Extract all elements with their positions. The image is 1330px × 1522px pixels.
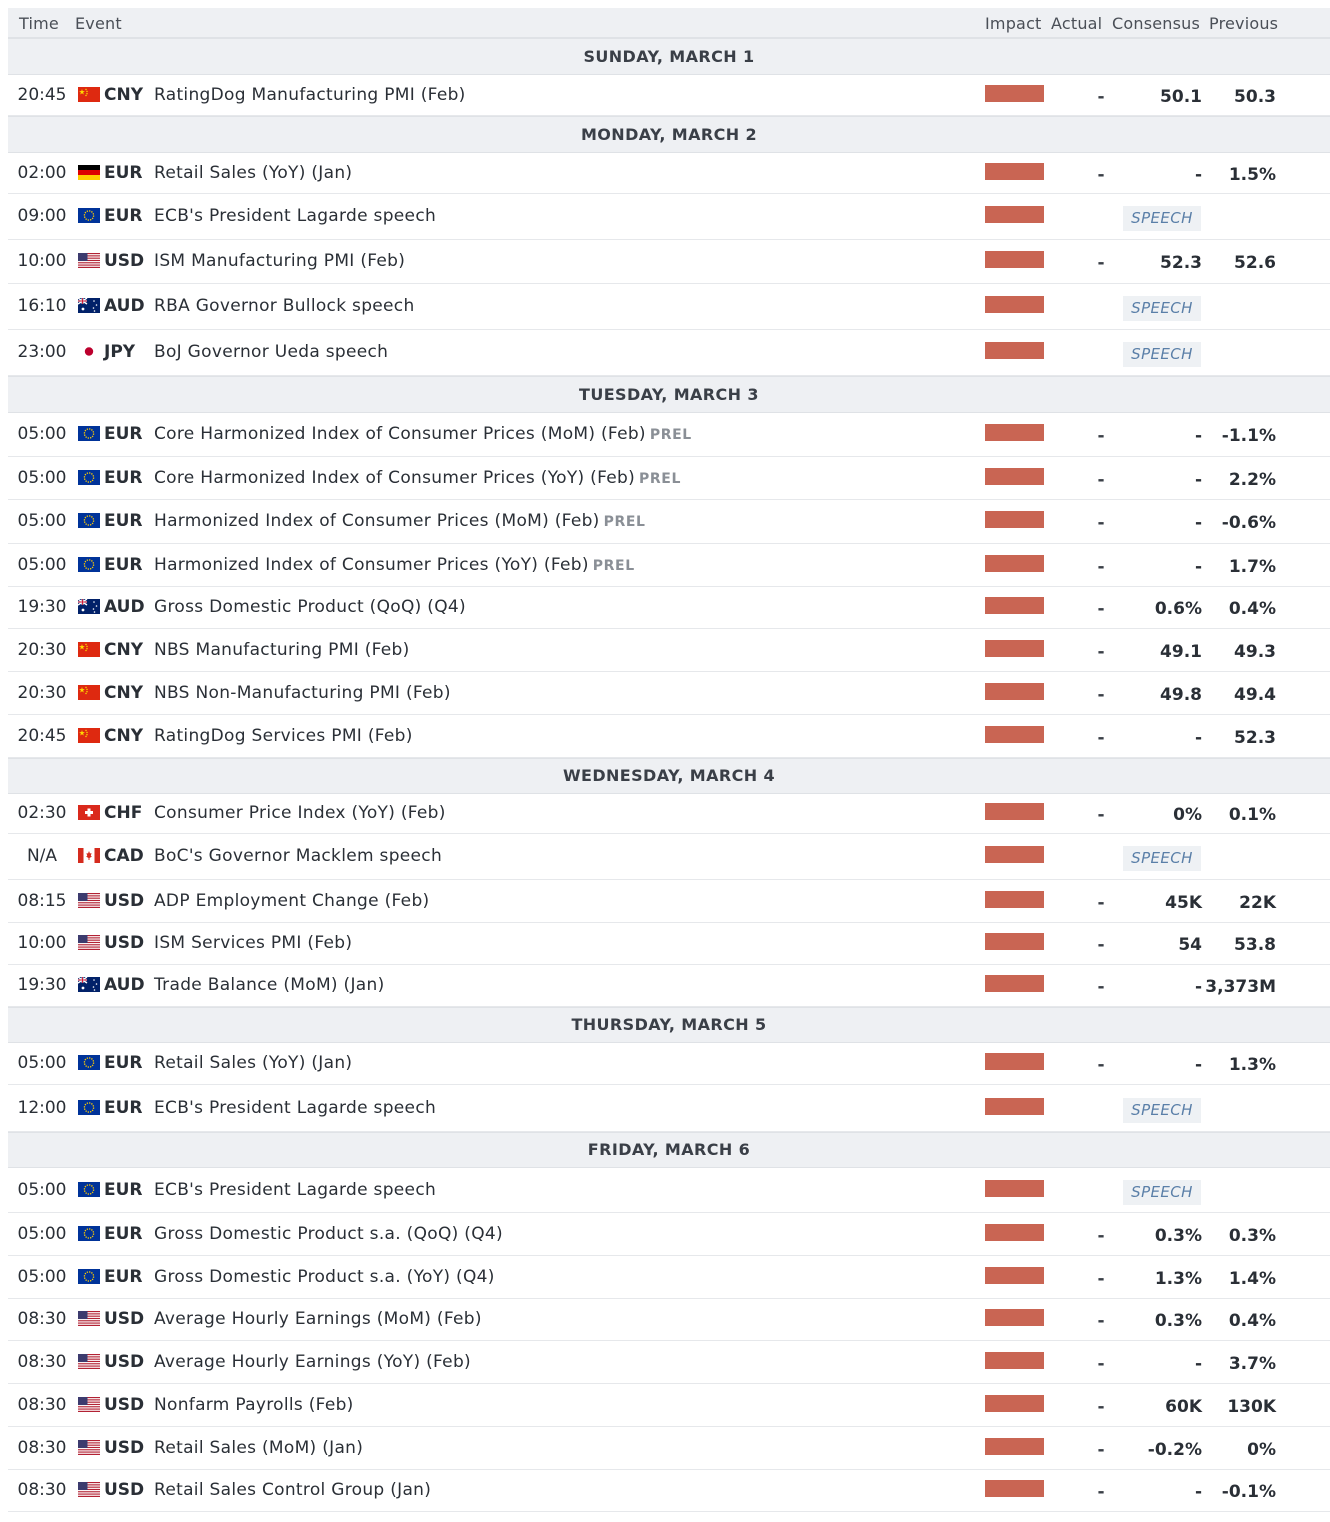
impact-bar	[985, 296, 1044, 313]
japan-flag-icon	[78, 344, 100, 359]
prel-tag: PREL	[592, 558, 635, 574]
actual-value: -	[1097, 1482, 1105, 1502]
event-time: 09:00	[17, 206, 67, 226]
event-name-cell[interactable]	[154, 342, 388, 362]
event-time: 20:45	[17, 726, 67, 746]
previous-value: 52.3	[1234, 728, 1276, 748]
currency-code: USD	[104, 933, 145, 953]
impact-bar	[985, 555, 1044, 572]
consensus-value: -	[1194, 1055, 1202, 1075]
china-flag-icon	[78, 642, 100, 657]
event-name[interactable]: ECB's President Lagarde speech	[154, 206, 437, 226]
event-row[interactable]	[8, 923, 1330, 965]
consensus-value: -	[1194, 1354, 1202, 1374]
eu-flag-icon	[78, 208, 100, 223]
actual-value: -	[1097, 87, 1105, 107]
impact-bar	[985, 597, 1044, 614]
currency-code: EUR	[104, 1053, 143, 1073]
event-row[interactable]	[8, 457, 1330, 500]
actual-value: -	[1097, 1397, 1105, 1417]
event-row[interactable]	[8, 240, 1330, 284]
eu-flag-icon	[78, 513, 100, 528]
consensus-value: 60K	[1165, 1397, 1202, 1417]
china-flag-icon	[78, 685, 100, 700]
event-time: 05:00	[17, 424, 67, 444]
previous-value: 0.3%	[1228, 1226, 1276, 1246]
event-name-cell[interactable]	[154, 1180, 436, 1200]
australia-flag-icon	[78, 599, 100, 614]
actual-value: -	[1097, 893, 1105, 913]
eu-flag-icon	[78, 426, 100, 441]
actual-value: -	[1097, 426, 1105, 446]
actual-value: -	[1097, 1440, 1105, 1460]
currency-code: CNY	[104, 85, 144, 105]
event-row[interactable]	[8, 629, 1330, 672]
actual-value: -	[1097, 805, 1105, 825]
event-name-cell[interactable]	[154, 511, 646, 531]
event-name[interactable]: RatingDog Manufacturing PMI (Feb)	[154, 85, 466, 105]
previous-value: 22K	[1239, 893, 1276, 913]
event-name-cell[interactable]	[154, 1309, 482, 1329]
actual-value: -	[1097, 977, 1105, 997]
impact-bar	[985, 1053, 1044, 1070]
event-name-cell[interactable]	[154, 933, 352, 953]
day-header: MONDAY, MARCH 2	[8, 116, 1330, 153]
currency-code: EUR	[104, 555, 143, 575]
event-name-cell[interactable]	[154, 597, 466, 617]
prel-tag: PREL	[639, 471, 681, 487]
event-time: 20:45	[17, 85, 67, 105]
header-previous[interactable]: Previous	[1209, 14, 1279, 33]
event-name-cell[interactable]	[154, 726, 413, 746]
event-time: 05:00	[17, 468, 67, 488]
event-row[interactable]	[8, 500, 1330, 544]
currency-code: EUR	[104, 1224, 143, 1244]
event-name[interactable]: Nonfarm Payrolls (Feb)	[154, 1395, 354, 1415]
event-row[interactable]	[8, 1427, 1330, 1470]
event-name[interactable]: Core Harmonized Index of Consumer Prices (MoM) (Feb)	[154, 424, 646, 444]
event-row[interactable]	[8, 1043, 1330, 1085]
event-name[interactable]: Average Hourly Earnings (YoY) (Feb)	[154, 1352, 471, 1372]
previous-value: 3.7%	[1228, 1354, 1276, 1374]
event-name-cell[interactable]	[154, 1480, 431, 1500]
impact-bar	[985, 511, 1044, 528]
event-name[interactable]: RatingDog Services PMI (Feb)	[154, 726, 413, 746]
impact-bar	[985, 1180, 1044, 1197]
actual-value: -	[1097, 1269, 1105, 1289]
australia-flag-icon	[78, 977, 100, 992]
impact-bar	[985, 803, 1044, 820]
previous-value: 3,373M	[1205, 977, 1276, 997]
consensus-value: 54	[1178, 935, 1202, 955]
event-name-cell[interactable]	[154, 1395, 354, 1415]
previous-value: 1.4%	[1228, 1269, 1276, 1289]
event-row[interactable]	[8, 1168, 1330, 1213]
currency-code: CNY	[104, 683, 144, 703]
consensus-value: 49.1	[1160, 642, 1202, 662]
previous-value: 0%	[1247, 1440, 1276, 1460]
actual-value: -	[1097, 642, 1105, 662]
event-row[interactable]	[8, 965, 1330, 1007]
eu-flag-icon	[78, 1226, 100, 1241]
previous-value: 53.8	[1234, 935, 1276, 955]
consensus-value: -	[1194, 513, 1202, 533]
day-header: THURSDAY, MARCH 5	[8, 1007, 1330, 1043]
currency-code: EUR	[104, 1098, 143, 1118]
consensus-value: 45K	[1165, 893, 1202, 913]
speech-badge: SPEECH	[1123, 206, 1201, 231]
impact-bar	[985, 683, 1044, 700]
event-name-cell[interactable]	[154, 85, 466, 105]
previous-value: 0.1%	[1228, 805, 1276, 825]
actual-value: -	[1097, 935, 1105, 955]
germany-flag-icon	[78, 165, 100, 180]
event-name[interactable]: BoJ Governor Ueda speech	[154, 342, 389, 362]
event-name[interactable]: ISM Services PMI (Feb)	[154, 933, 353, 953]
event-time: 20:30	[17, 683, 67, 703]
impact-bar	[985, 251, 1044, 268]
event-name-cell[interactable]	[154, 683, 451, 703]
impact-bar	[985, 1224, 1044, 1241]
impact-bar	[985, 1098, 1044, 1115]
day-header: SUNDAY, MARCH 1	[8, 38, 1330, 75]
event-time: 20:30	[17, 640, 67, 660]
speech-badge: SPEECH	[1123, 342, 1201, 367]
currency-code: EUR	[104, 511, 143, 531]
day-header: FRIDAY, MARCH 6	[8, 1132, 1330, 1168]
eu-flag-icon	[78, 557, 100, 572]
event-name[interactable]: Trade Balance (MoM) (Jan)	[154, 975, 385, 995]
impact-bar	[985, 1480, 1044, 1497]
event-time: 05:00	[17, 1267, 67, 1287]
event-name[interactable]: Retail Sales (YoY) (Jan)	[154, 163, 353, 183]
event-row[interactable]	[8, 413, 1330, 457]
currency-code: USD	[104, 1480, 145, 1500]
previous-value: 52.6	[1234, 253, 1276, 273]
event-name[interactable]: Core Harmonized Index of Consumer Prices (YoY) (Feb)	[154, 468, 636, 488]
event-name-cell[interactable]	[154, 251, 405, 271]
event-row[interactable]	[8, 544, 1330, 587]
consensus-value: 52.3	[1160, 253, 1202, 273]
event-name[interactable]: Gross Domestic Product (QoQ) (Q4)	[154, 597, 466, 617]
actual-value: -	[1097, 1311, 1105, 1331]
currency-code: CHF	[104, 803, 143, 823]
speech-badge: SPEECH	[1123, 296, 1201, 321]
impact-bar	[985, 206, 1044, 223]
table-header	[8, 8, 1330, 38]
event-time: 19:30	[17, 597, 67, 617]
event-name[interactable]: NBS Manufacturing PMI (Feb)	[154, 640, 410, 660]
us-flag-icon	[78, 1482, 100, 1497]
eu-flag-icon	[78, 470, 100, 485]
actual-value: -	[1097, 1226, 1105, 1246]
eu-flag-icon	[78, 1269, 100, 1284]
previous-value: 130K	[1227, 1397, 1276, 1417]
previous-value: 50.3	[1234, 87, 1276, 107]
previous-value: 1.3%	[1228, 1055, 1276, 1075]
impact-bar	[985, 846, 1044, 863]
event-time: 08:30	[17, 1395, 67, 1415]
event-row[interactable]	[8, 672, 1330, 715]
australia-flag-icon	[78, 298, 100, 313]
event-time: 05:00	[17, 555, 67, 575]
us-flag-icon	[78, 1354, 100, 1369]
event-name-cell[interactable]	[154, 1438, 363, 1458]
event-row[interactable]	[8, 1213, 1330, 1256]
event-time: 16:10	[17, 296, 67, 316]
impact-bar	[985, 933, 1044, 950]
previous-value: -0.6%	[1221, 513, 1276, 533]
event-name[interactable]: ECB's President Lagarde speech	[154, 1180, 437, 1200]
event-name-cell[interactable]	[154, 1224, 503, 1244]
currency-code: USD	[104, 1352, 145, 1372]
event-name-cell[interactable]	[154, 803, 446, 823]
event-time: 10:00	[17, 251, 67, 271]
event-time: 23:00	[17, 342, 67, 362]
day-header: WEDNESDAY, MARCH 4	[8, 758, 1330, 794]
speech-badge: SPEECH	[1123, 1098, 1201, 1123]
impact-bar	[985, 85, 1044, 102]
consensus-value: -	[1194, 470, 1202, 490]
event-name-cell[interactable]	[154, 975, 385, 995]
us-flag-icon	[78, 1397, 100, 1412]
currency-code: EUR	[104, 468, 143, 488]
event-name[interactable]: NBS Non-Manufacturing PMI (Feb)	[154, 683, 451, 703]
actual-value: -	[1097, 557, 1105, 577]
event-time: 02:00	[17, 163, 67, 183]
event-name[interactable]: Average Hourly Earnings (MoM) (Feb)	[154, 1309, 482, 1329]
consensus-value: 0.3%	[1154, 1226, 1202, 1246]
us-flag-icon	[78, 253, 100, 268]
actual-value: -	[1097, 470, 1105, 490]
china-flag-icon	[78, 728, 100, 743]
event-time: 08:30	[17, 1309, 67, 1329]
event-row[interactable]	[8, 587, 1330, 629]
previous-value: -0.1%	[1221, 1482, 1276, 1502]
previous-value: 49.4	[1234, 685, 1276, 705]
currency-code: EUR	[104, 206, 143, 226]
actual-value: -	[1097, 165, 1105, 185]
impact-bar	[985, 891, 1044, 908]
event-name-cell[interactable]	[154, 296, 415, 316]
event-row[interactable]	[8, 75, 1330, 116]
consensus-value: 0.6%	[1154, 599, 1202, 619]
actual-value: -	[1097, 599, 1105, 619]
previous-value: 2.2%	[1228, 470, 1276, 490]
event-row[interactable]	[8, 794, 1330, 834]
event-time: 05:00	[17, 1224, 67, 1244]
previous-value: 1.5%	[1228, 165, 1276, 185]
actual-value: -	[1097, 728, 1105, 748]
currency-code: USD	[104, 1395, 145, 1415]
impact-bar	[985, 1267, 1044, 1284]
header-consensus[interactable]: Consensus	[1112, 14, 1201, 33]
event-name-cell[interactable]	[154, 1267, 495, 1287]
event-name-cell[interactable]	[154, 891, 429, 911]
event-row[interactable]	[8, 1470, 1330, 1512]
currency-code: EUR	[104, 1267, 143, 1287]
event-time: 05:00	[17, 1180, 67, 1200]
event-row[interactable]	[8, 880, 1330, 923]
previous-value: -1.1%	[1221, 426, 1276, 446]
consensus-value: 0%	[1173, 805, 1202, 825]
event-name[interactable]: Retail Sales (YoY) (Jan)	[154, 1053, 353, 1073]
event-name[interactable]: Retail Sales Control Group (Jan)	[154, 1480, 432, 1500]
event-name[interactable]: Gross Domestic Product s.a. (YoY) (Q4)	[154, 1267, 495, 1287]
event-name-cell[interactable]	[154, 468, 681, 488]
consensus-value: 0.3%	[1154, 1311, 1202, 1331]
eu-flag-icon	[78, 1100, 100, 1115]
eu-flag-icon	[78, 1055, 100, 1070]
event-name[interactable]: ISM Manufacturing PMI (Feb)	[154, 251, 406, 271]
canada-flag-icon	[78, 848, 100, 863]
currency-code: EUR	[104, 1180, 143, 1200]
event-row[interactable]	[8, 1384, 1330, 1427]
currency-code: CNY	[104, 726, 144, 746]
switzerland-flag-icon	[78, 805, 100, 820]
event-time: 12:00	[17, 1098, 67, 1118]
currency-code: CAD	[104, 846, 144, 866]
event-row[interactable]	[8, 194, 1330, 240]
previous-value: 0.4%	[1228, 1311, 1276, 1331]
day-header: TUESDAY, MARCH 3	[8, 376, 1330, 413]
currency-code: AUD	[104, 296, 145, 316]
actual-value: -	[1097, 253, 1105, 273]
event-row[interactable]	[8, 1341, 1330, 1384]
event-row[interactable]	[8, 715, 1330, 758]
event-name-cell[interactable]	[154, 424, 692, 444]
currency-code: USD	[104, 891, 145, 911]
speech-badge: SPEECH	[1123, 1180, 1201, 1205]
consensus-value: -	[1194, 728, 1202, 748]
currency-code: AUD	[104, 975, 145, 995]
actual-value: -	[1097, 685, 1105, 705]
impact-bar	[985, 1438, 1044, 1455]
event-name[interactable]: Harmonized Index of Consumer Prices (MoM) (Feb)	[154, 511, 600, 531]
header-event[interactable]: Event	[75, 14, 122, 33]
eu-flag-icon	[78, 1182, 100, 1197]
currency-code: JPY	[104, 342, 136, 362]
actual-value: -	[1097, 513, 1105, 533]
event-row[interactable]	[8, 284, 1330, 330]
actual-value: -	[1097, 1354, 1105, 1374]
prel-tag: PREL	[603, 514, 646, 530]
header-actual[interactable]: Actual	[1051, 14, 1103, 33]
impact-bar	[985, 468, 1044, 485]
currency-code: CNY	[104, 640, 144, 660]
us-flag-icon	[78, 893, 100, 908]
event-time: 08:30	[17, 1352, 67, 1372]
impact-bar	[985, 163, 1044, 180]
currency-code: AUD	[104, 597, 145, 617]
impact-bar	[985, 640, 1044, 657]
event-time: 10:00	[17, 933, 67, 953]
impact-bar	[985, 975, 1044, 992]
event-name-cell[interactable]	[154, 1098, 436, 1118]
consensus-value: -	[1194, 426, 1202, 446]
event-name[interactable]: Retail Sales (MoM) (Jan)	[154, 1438, 364, 1458]
economic-calendar	[8, 8, 1330, 1512]
consensus-value: -0.2%	[1147, 1440, 1202, 1460]
previous-value: 49.3	[1234, 642, 1276, 662]
consensus-value: -	[1194, 1482, 1202, 1502]
event-time: N/A	[26, 846, 58, 866]
us-flag-icon	[78, 1440, 100, 1455]
prel-tag: PREL	[649, 427, 692, 443]
event-name-cell[interactable]	[154, 640, 410, 660]
event-name-cell[interactable]	[154, 555, 635, 575]
event-time: 08:15	[17, 891, 67, 911]
event-name-cell[interactable]	[154, 1352, 471, 1372]
event-row[interactable]	[8, 834, 1330, 880]
consensus-value: -	[1194, 165, 1202, 185]
currency-code: EUR	[104, 424, 143, 444]
calendar-body	[8, 38, 1330, 1512]
event-time: 08:30	[17, 1438, 67, 1458]
event-name[interactable]: Gross Domestic Product s.a. (QoQ) (Q4)	[154, 1224, 503, 1244]
event-name-cell[interactable]	[154, 846, 442, 866]
event-name[interactable]: RBA Governor Bullock speech	[154, 296, 415, 316]
impact-bar	[985, 424, 1044, 441]
event-name-cell[interactable]	[154, 163, 352, 183]
header-impact[interactable]: Impact	[985, 14, 1042, 33]
us-flag-icon	[78, 1311, 100, 1326]
event-name[interactable]: Consumer Price Index (YoY) (Feb)	[154, 803, 446, 823]
previous-value: 1.7%	[1228, 557, 1276, 577]
event-name-cell[interactable]	[154, 206, 436, 226]
event-time: 02:30	[17, 803, 67, 823]
impact-bar	[985, 1352, 1044, 1369]
event-time: 08:30	[17, 1480, 67, 1500]
impact-bar	[985, 726, 1044, 743]
consensus-value: -	[1194, 977, 1202, 997]
impact-bar	[985, 1309, 1044, 1326]
event-time: 19:30	[17, 975, 67, 995]
event-name[interactable]: BoC's Governor Macklem speech	[154, 846, 443, 866]
event-name[interactable]: Harmonized Index of Consumer Prices (YoY) (Feb)	[154, 555, 589, 575]
event-row[interactable]	[8, 153, 1330, 194]
previous-value: 0.4%	[1228, 599, 1276, 619]
consensus-value: -	[1194, 557, 1202, 577]
event-row[interactable]	[8, 330, 1330, 376]
us-flag-icon	[78, 935, 100, 950]
event-row[interactable]	[8, 1299, 1330, 1341]
consensus-value: 1.3%	[1154, 1269, 1202, 1289]
event-time: 05:00	[17, 511, 67, 531]
china-flag-icon	[78, 87, 100, 102]
currency-code: EUR	[104, 163, 143, 183]
event-name[interactable]: ADP Employment Change (Feb)	[154, 891, 430, 911]
event-name-cell[interactable]	[154, 1053, 352, 1073]
speech-badge: SPEECH	[1123, 846, 1201, 871]
event-name[interactable]: ECB's President Lagarde speech	[154, 1098, 437, 1118]
header-time[interactable]: Time	[19, 14, 59, 33]
event-row[interactable]	[8, 1085, 1330, 1132]
consensus-value: 50.1	[1160, 87, 1202, 107]
event-time: 05:00	[17, 1053, 67, 1073]
consensus-value: 49.8	[1160, 685, 1202, 705]
impact-bar	[985, 342, 1044, 359]
actual-value: -	[1097, 1055, 1105, 1075]
impact-bar	[985, 1395, 1044, 1412]
currency-code: USD	[104, 1309, 145, 1329]
currency-code: USD	[104, 251, 145, 271]
currency-code: USD	[104, 1438, 145, 1458]
event-row[interactable]	[8, 1256, 1330, 1299]
